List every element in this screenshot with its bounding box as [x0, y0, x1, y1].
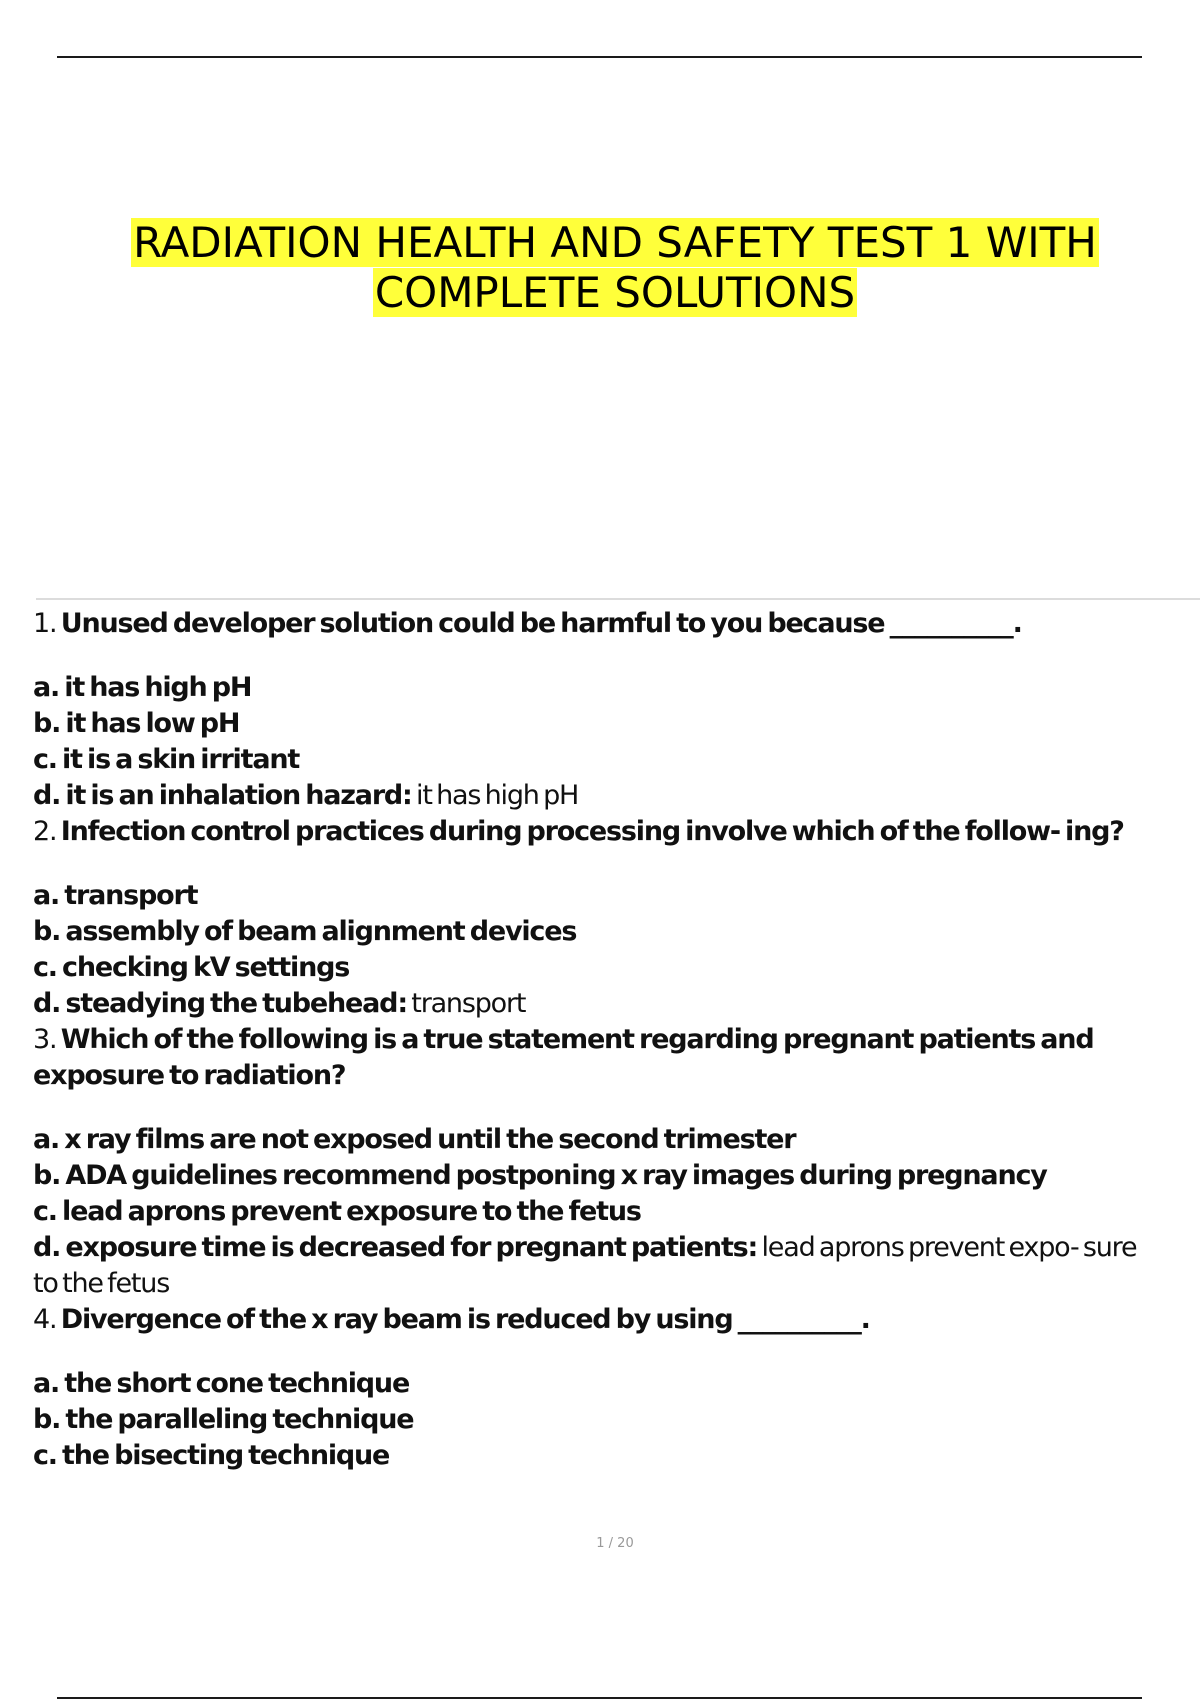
option: a. x ray films are not exposed until the second trimester	[33, 1124, 796, 1155]
top-rule	[57, 56, 1142, 58]
title-line-2: COMPLETE SOLUTIONS	[374, 268, 856, 317]
page-number: 1 / 20	[596, 1536, 634, 1551]
question-number: 2.	[33, 816, 57, 847]
option-with-answer: d. it is an inhalation hazard: it has high pH	[33, 780, 579, 811]
option: c. checking kV settings	[33, 952, 350, 983]
option: b. it has low pH	[33, 708, 240, 739]
question-number: 4.	[33, 1304, 57, 1335]
option-with-answer: d. steadying the tubehead: transport	[33, 988, 526, 1019]
questions-list	[33, 606, 1143, 1474]
option: c. it is a skin irritant	[33, 744, 300, 775]
section-divider	[36, 598, 1200, 600]
question-4	[33, 1302, 1143, 1338]
option: b. ADA guidelines recommend postponing x ray images during pregnancy	[33, 1160, 1047, 1191]
title-line-1: RADIATION HEALTH AND SAFETY TEST 1 WITH	[133, 218, 1097, 267]
answer-text: lead aprons prevent expo- sure to the fetus	[33, 1232, 1137, 1299]
option: c. lead aprons prevent exposure to the fetus	[33, 1196, 641, 1227]
bottom-rule	[57, 1697, 1142, 1699]
question-1	[33, 606, 1143, 642]
question-text: Which of the following is a true statement regarding pregnant patients and exposure to radiation?	[33, 1024, 1094, 1091]
question-text: Divergence of the x ray beam is reduced by using __________.	[60, 1304, 870, 1335]
option: a. transport	[33, 880, 198, 911]
answer-text: it has high pH	[411, 780, 579, 811]
document-title	[60, 218, 1170, 318]
option: a. the short cone technique	[33, 1368, 410, 1399]
option: b. assembly of beam alignment devices	[33, 916, 577, 947]
option: c. the bisecting technique	[33, 1440, 390, 1471]
question-2	[33, 814, 1143, 850]
option-with-answer: d. exposure time is decreased for pregnant patients: lead aprons prevent expo- sure to the fetus	[33, 1232, 1137, 1299]
answer-text: transport	[406, 988, 526, 1019]
question-text: Infection control practices during processing involve which of the follow- ing?	[60, 816, 1124, 847]
question-3	[33, 1022, 1143, 1094]
question-text: Unused developer solution could be harmful to you because __________.	[60, 608, 1022, 639]
option: a. it has high pH	[33, 672, 252, 703]
option: b. the paralleling technique	[33, 1404, 414, 1435]
question-number: 3.	[33, 1024, 57, 1055]
question-number: 1.	[33, 608, 57, 639]
